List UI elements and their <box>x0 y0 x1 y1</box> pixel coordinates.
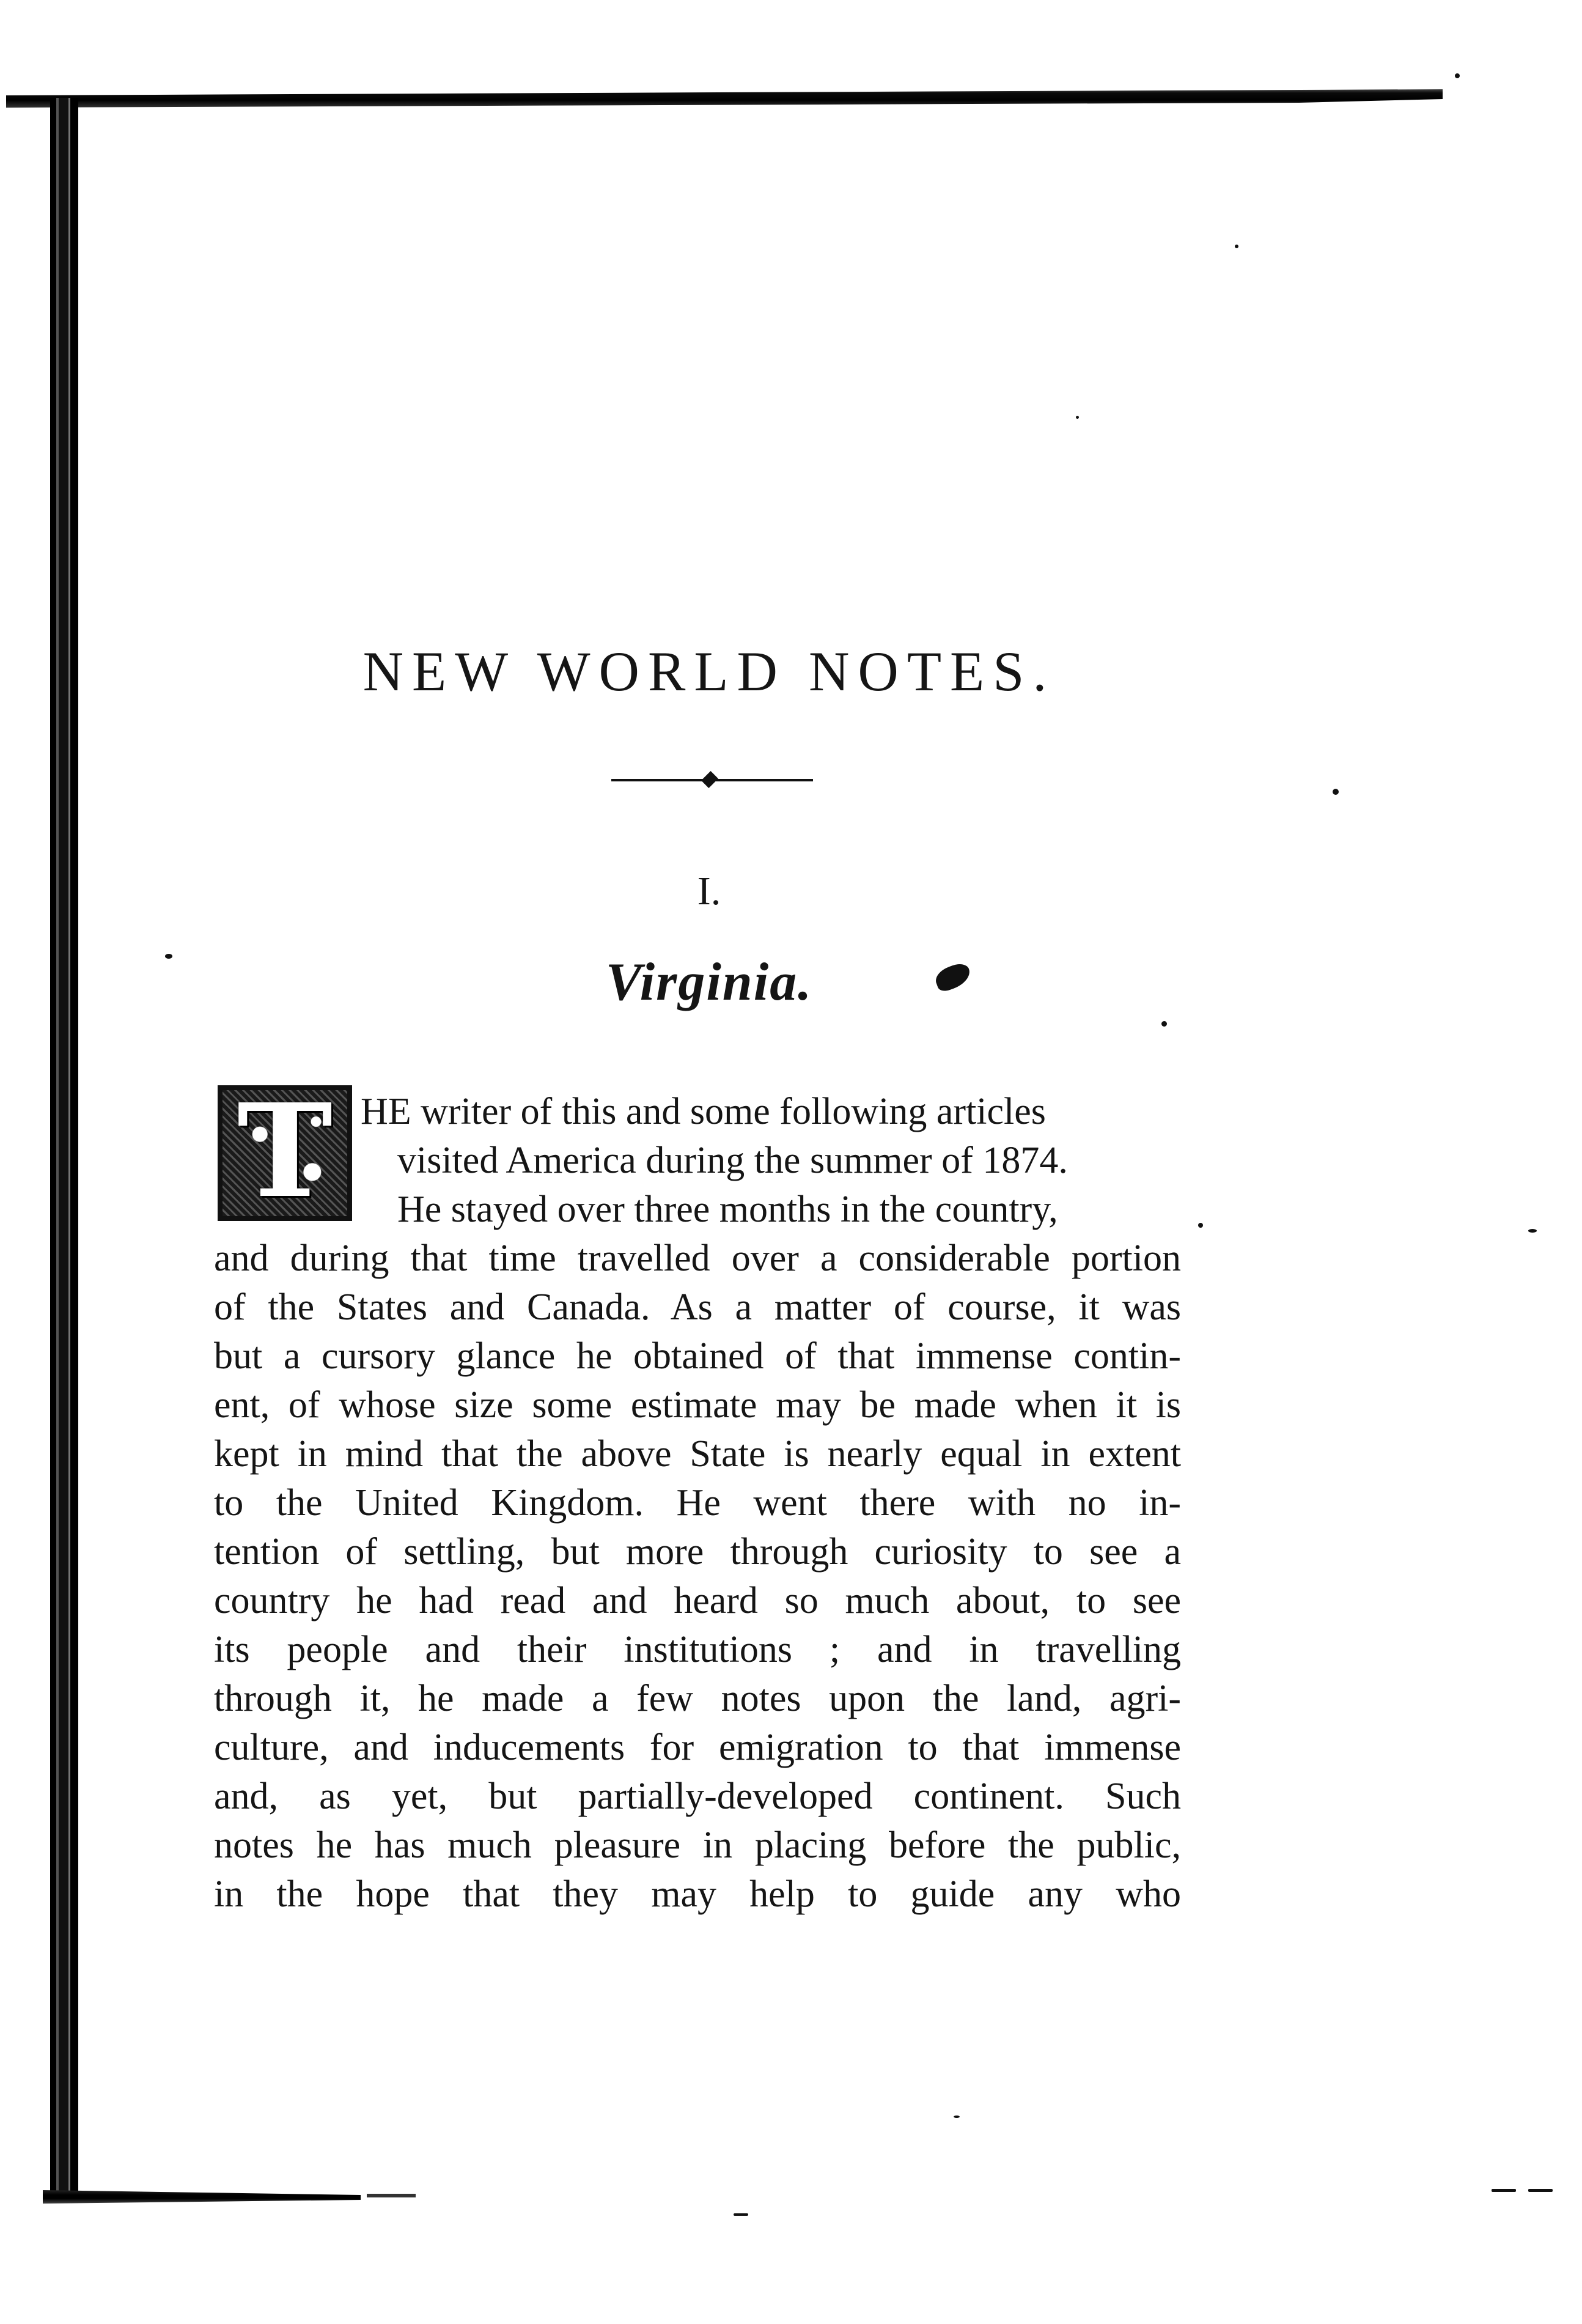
body-line: in the hope that they may help to guide any who <box>214 1873 1181 1915</box>
body-line: and during that time travelled over a considerable portion <box>214 1238 1181 1279</box>
body-line: visited America during the summer of 1874. <box>397 1140 1068 1181</box>
body-line: country he had read and heard so much about, to see <box>214 1580 1181 1621</box>
body-line: ent, of whose size some estimate may be made when it is <box>214 1384 1181 1426</box>
scan-speck <box>1492 2189 1516 2192</box>
page-border-bottom-fragment <box>367 2194 416 2197</box>
page-border-left <box>50 98 78 2201</box>
page-title: NEW WORLD NOTES. <box>362 640 1056 703</box>
scan-speck <box>1333 789 1339 795</box>
scan-speck <box>954 2116 960 2118</box>
ornamental-rule-diamond <box>701 771 718 788</box>
scan-speck <box>1198 1223 1203 1228</box>
scan-speck <box>734 2213 748 2216</box>
page-border-top <box>6 89 1443 108</box>
section-title: Virginia. <box>605 953 813 1012</box>
body-line: culture, and inducements for emigration to that immense <box>214 1727 1181 1768</box>
scan-speck <box>1076 416 1079 419</box>
body-line: kept in mind that the above State is nearly equal in extent <box>214 1433 1181 1475</box>
drop-cap-letter: T <box>237 1075 333 1227</box>
body-line: its people and their institutions ; and in travelling <box>214 1629 1181 1670</box>
body-line: through it, he made a few notes upon the land, agri- <box>214 1678 1181 1719</box>
body-line: but a cursory glance he obtained of that immense contin- <box>214 1335 1181 1377</box>
body-line: of the States and Canada. As a matter of course, it was <box>214 1286 1181 1328</box>
body-line: to the United Kingdom. He went there with no in- <box>214 1482 1181 1524</box>
page-border-bottom <box>43 2190 361 2204</box>
drop-cap <box>218 1075 352 1227</box>
body-line: tention of settling, but more through curiosity to see a <box>214 1531 1181 1573</box>
section-numeral: I. <box>697 869 721 913</box>
scan-speck <box>1528 2189 1553 2192</box>
scan-speck <box>1455 73 1460 78</box>
body-line: He stayed over three months in the country, <box>397 1189 1058 1230</box>
body-line: and, as yet, but partially-developed continent. Such <box>214 1776 1181 1817</box>
scan-speck <box>1528 1229 1537 1233</box>
body-line: HE writer of this and some following articles <box>361 1091 1046 1132</box>
scan-speck <box>1235 245 1238 248</box>
body-line: notes he has much pleasure in placing before the public, <box>214 1824 1181 1866</box>
scan-speck <box>1161 1021 1167 1027</box>
